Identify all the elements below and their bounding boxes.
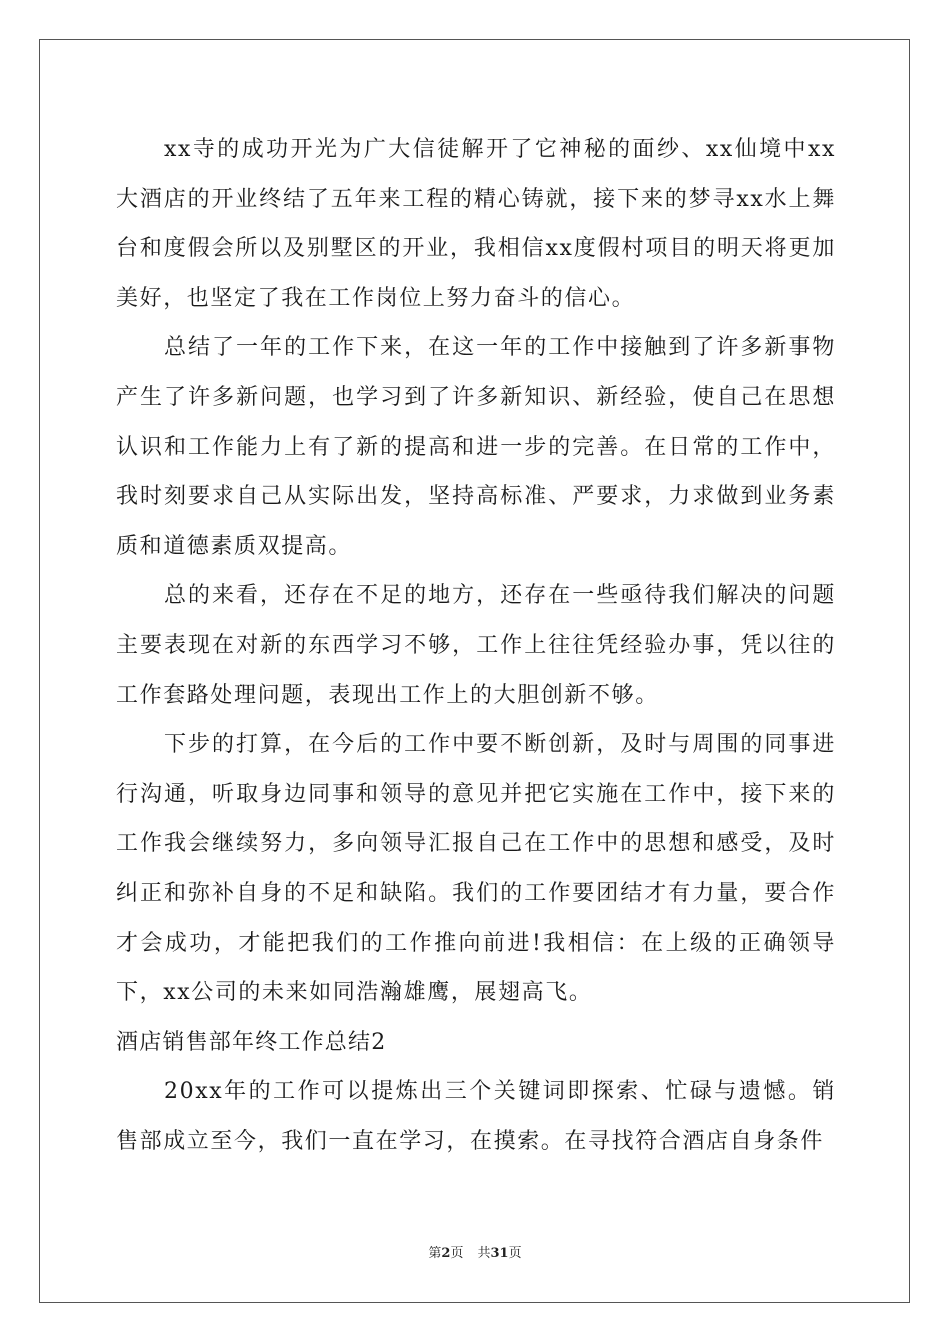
total-pages: 31 [490, 1246, 509, 1261]
page-prefix: 第 [428, 1246, 442, 1261]
section-heading: 酒店销售部年终工作总结2 [116, 1029, 387, 1055]
total-prefix: 共 [477, 1246, 491, 1261]
paragraph: xx寺的成功开光为广大信徒解开了它神秘的面纱、xx仙境中xx大酒店的开业终结了五年来工程的精心铸就，接下来的梦寻xx水上舞台和度假会所以及别墅区的开业，我相信xx度假村项目的明天将更加美好，也坚定了我在工作岗位上努力奋斗的信心。 [116, 137, 836, 311]
page-suffix: 页 [450, 1246, 464, 1261]
document-body [116, 125, 836, 1166]
paragraph: 总的来看，还存在不足的地方，还存在一些亟待我们解决的问题主要表现在对新的东西学习不够，工作上往往凭经验办事，凭以往的工作套路处理问题，表现出工作上的大胆创新不够。 [116, 583, 836, 708]
paragraph: 总结了一年的工作下来，在这一年的工作中接触到了许多新事物产生了许多新问题，也学习到了许多新知识、新经验，使自己在思想认识和工作能力上有了新的提高和进一步的完善。在日常的工作中，我时刻要求自己从实际出发，坚持高标准、严要求，力求做到业务素质和道德素质双提高。 [116, 335, 836, 559]
total-suffix: 页 [508, 1246, 522, 1261]
page-number: 2 [441, 1246, 451, 1261]
page-footer [0, 1242, 950, 1261]
paragraph: 下步的打算，在今后的工作中要不断创新，及时与周围的同事进行沟通，听取身边同事和领导的意见并把它实施在工作中，接下来的工作我会继续努力，多向领导汇报自己在工作中的思想和感受，及时纠正和弥补自身的不足和缺陷。我们的工作要团结才有力量，要合作才会成功，才能把我们的工作推向前进!我相信：在上级的正确领导下，xx公司的未来如同浩瀚雄鹰，展翅高飞。 [116, 732, 836, 1006]
paragraph: 20xx年的工作可以提炼出三个关键词即探索、忙碌与遗憾。销售部成立至今，我们一直在学习，在摸索。在寻找符合酒店自身条件 [116, 1079, 836, 1154]
